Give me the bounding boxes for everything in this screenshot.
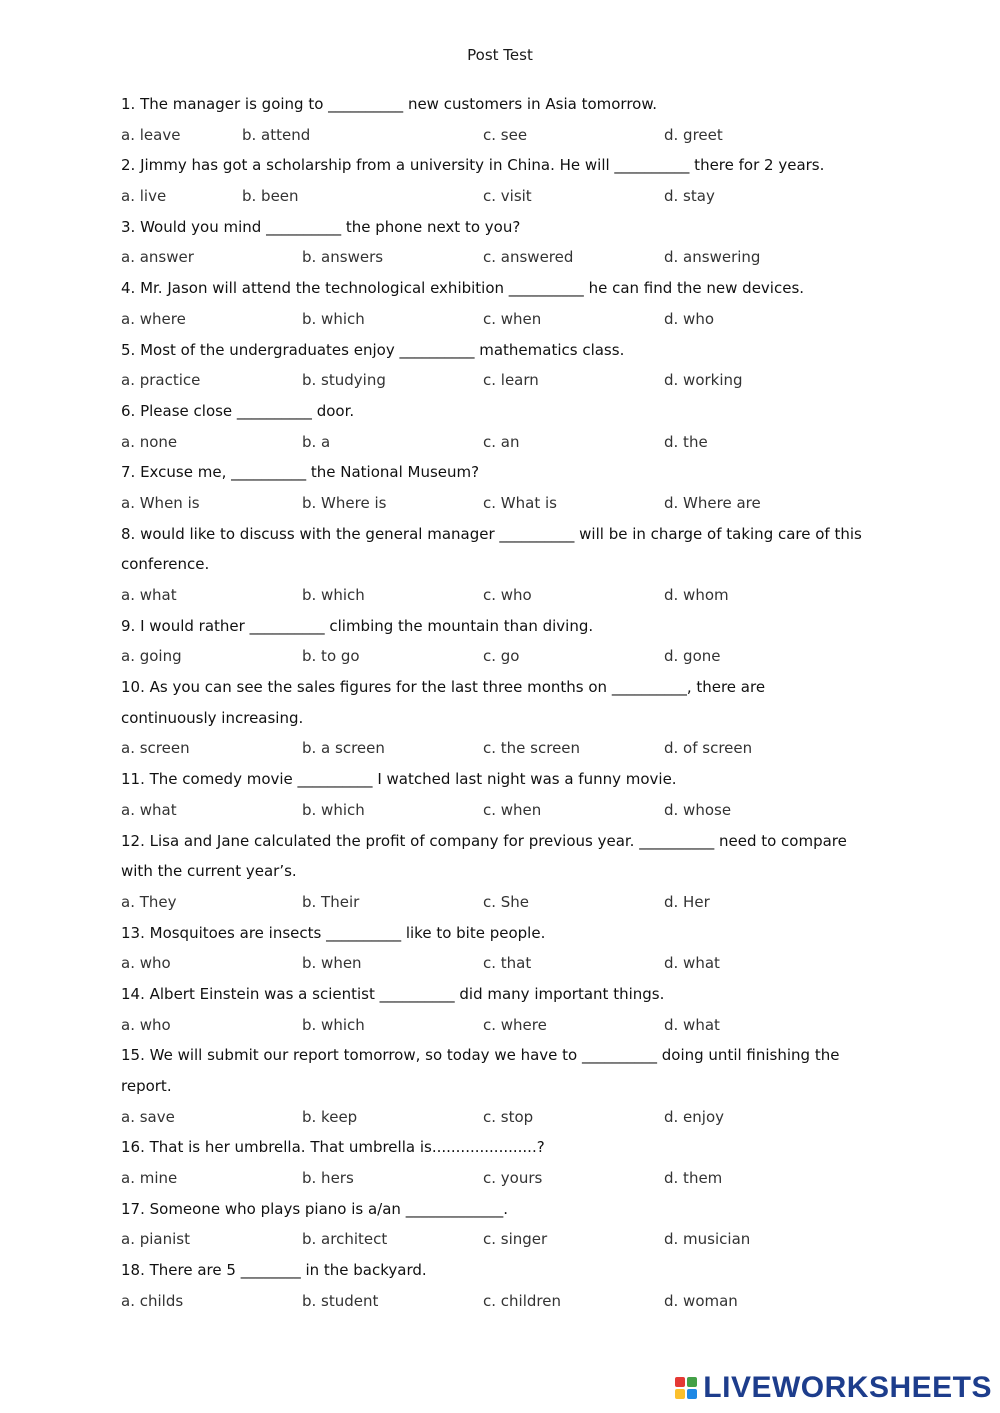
question-text: 1. The manager is going to __________ new customers in Asia tomorrow. [121,95,658,113]
question-14 [121,979,891,1040]
answer-option-b[interactable]: b. Where is [302,493,387,512]
answer-option-b[interactable]: b. a screen [302,739,385,758]
question-list [121,89,891,1317]
answer-option-b[interactable]: b. architect [302,1230,388,1249]
answer-option-b[interactable]: b. when [302,954,362,973]
answer-option-d[interactable]: d. of screen [664,739,753,758]
answer-option-b[interactable]: b. been [242,187,299,206]
question-11 [121,764,891,825]
answer-options [121,948,891,979]
question-text: 13. Mosquitoes are insects __________ like to bite people. [121,923,546,942]
answer-option-d[interactable]: d. stay [664,187,715,206]
answer-option-b[interactable]: b. which [302,800,365,819]
answer-option-d[interactable]: d. working [664,371,743,390]
answer-option-d[interactable]: d. enjoy [664,1107,725,1126]
question-text: 18. There are 5 ________ in the backyard. [121,1261,427,1280]
answer-option-b[interactable]: b. answers [302,248,384,267]
answer-option-a[interactable]: a. what [121,586,177,604]
answer-options [121,887,891,918]
answer-option-c[interactable]: c. who [483,586,532,604]
question-1 [121,89,891,150]
answer-option-b[interactable]: b. a [302,432,331,451]
answer-option-c[interactable]: c. What is [483,493,557,512]
question-text: 4. Mr. Jason will attend the technological exhibition __________ he can find the new devices. [121,279,805,298]
answer-option-a[interactable]: a. live [121,187,167,206]
answer-option-d[interactable]: d. the [664,432,708,451]
answer-option-b[interactable]: b. to go [302,647,360,666]
answer-option-a[interactable]: a. answer [121,248,194,267]
answer-option-b[interactable]: b. keep [302,1107,358,1126]
question-text: 14. Albert Einstein was a scientist __________ did many important things. [121,984,665,1003]
answer-option-d[interactable]: d. them [664,1169,723,1188]
question-10 [121,672,891,764]
question-text: 7. Excuse me, __________ the National Museum? [121,463,480,482]
answer-options [121,580,891,611]
question-text: report. [121,1077,172,1095]
question-2 [121,150,891,211]
answer-options [121,181,891,212]
answer-option-a[interactable]: a. screen [121,739,190,758]
question-text: 15. We will submit our report tomorrow, so today we have to __________ doing until finishing the [121,1046,840,1065]
answer-option-b[interactable]: b. attend [242,125,311,144]
answer-option-c[interactable]: c. children [483,1291,561,1310]
answer-options [121,1163,891,1194]
answer-option-c[interactable]: c. where [483,1015,547,1034]
answer-option-d[interactable]: d. whose [664,800,732,819]
answer-option-a[interactable]: a. what [121,800,177,819]
question-9 [121,611,891,672]
answer-option-a[interactable]: a. leave [121,125,181,144]
question-16 [121,1132,891,1193]
question-text: 17. Someone who plays piano is a/an _____________. [121,1199,508,1218]
question-17 [121,1194,891,1255]
answer-option-a[interactable]: a. going [121,647,182,666]
answer-options [121,120,891,151]
answer-option-d[interactable]: d. who [664,309,715,328]
answer-option-a[interactable]: a. pianist [121,1230,190,1249]
answer-options [121,488,891,519]
answer-options [121,795,891,826]
question-text: with the current year’s. [121,862,297,881]
question-text: 6. Please close __________ door. [121,401,355,420]
question-text: 10. As you can see the sales figures for the last three months on __________, there are [121,678,766,697]
answer-options [121,1010,891,1041]
answer-option-c[interactable]: c. learn [483,371,539,390]
answer-options [121,427,891,458]
answer-option-d[interactable]: d. Where are [664,493,761,512]
answer-option-d[interactable]: d. greet [664,125,723,144]
answer-option-a[interactable]: a. who [121,954,171,973]
answer-option-c[interactable]: c. visit [483,187,532,206]
answer-option-d[interactable]: d. musician [664,1230,751,1249]
answer-option-c[interactable]: c. when [483,800,542,819]
answer-option-d[interactable]: d. what [664,954,720,973]
answer-option-d[interactable]: d. gone [664,647,721,666]
answer-option-a[interactable]: a. where [121,309,186,328]
question-text: 16. That is her umbrella. That umbrella is......................? [121,1138,545,1157]
answer-option-d[interactable]: d. Her [664,892,710,911]
answer-option-b[interactable]: b. student [302,1291,379,1310]
answer-option-c[interactable]: c. see [483,125,528,144]
answer-option-c[interactable]: c. that [483,954,532,973]
answer-options [121,641,891,672]
answer-option-a[interactable]: a. none [121,432,178,451]
question-8 [121,519,891,611]
question-3 [121,212,891,273]
question-18 [121,1255,891,1316]
answer-options [121,1286,891,1317]
answer-option-b[interactable]: b. which [302,309,365,328]
answer-options [121,733,891,764]
question-4 [121,273,891,334]
answer-option-b[interactable]: b. hers [302,1169,354,1188]
question-text: 2. Jimmy has got a scholarship from a university in China. He will __________ there for 2 years. [121,156,825,175]
answer-option-c[interactable]: c. singer [483,1230,548,1249]
question-13 [121,918,891,979]
answer-option-a[interactable]: a. childs [121,1291,184,1310]
question-text: 8. would like to discuss with the general manager __________ will be in charge of taking care of this [121,524,862,543]
answer-option-a[interactable]: a. mine [121,1169,178,1188]
answer-option-c[interactable]: c. the screen [483,739,581,758]
answer-option-d[interactable]: d. what [664,1015,720,1034]
answer-option-d[interactable]: d. answering [664,248,761,267]
answer-options [121,365,891,396]
answer-option-d[interactable]: d. woman [664,1291,738,1310]
question-text: 9. I would rather __________ climbing the mountain than diving. [121,616,594,635]
page-title: Post Test [467,46,533,64]
answer-option-c[interactable]: c. yours [483,1169,543,1188]
question-text: conference. [121,555,210,574]
question-text: 11. The comedy movie __________ I watched last night was a funny movie. [121,770,677,789]
question-15 [121,1040,891,1132]
answer-options [121,1102,891,1133]
brand-name: LIVEWORKSHEETS [703,1371,992,1404]
answer-option-a[interactable]: a. who [121,1015,171,1034]
answer-option-a[interactable]: a. When is [121,493,200,512]
answer-options [121,304,891,335]
question-text: continuously increasing. [121,708,304,727]
answer-option-b[interactable]: b. studying [302,371,386,390]
answer-option-b[interactable]: b. which [302,1015,365,1034]
question-text: 5. Most of the undergraduates enjoy __________ mathematics class. [121,340,625,359]
answer-option-b[interactable]: b. Their [302,892,360,911]
question-6 [121,396,891,457]
answer-option-b[interactable]: b. which [302,586,365,604]
answer-option-c[interactable]: c. when [483,309,542,328]
answer-options [121,1224,891,1255]
answer-option-a[interactable]: a. save [121,1107,175,1126]
answer-options [121,242,891,273]
answer-option-c[interactable]: c. an [483,432,520,451]
question-text: 3. Would you mind __________ the phone next to you? [121,217,521,236]
question-12 [121,826,891,918]
answer-option-d[interactable]: d. whom [664,586,729,604]
question-7 [121,457,891,518]
answer-option-c[interactable]: c. answered [483,248,574,267]
question-text: 12. Lisa and Jane calculated the profit of company for previous year. __________ need to compare [121,831,847,850]
question-5 [121,335,891,396]
answer-option-a[interactable]: a. practice [121,371,201,390]
answer-option-c[interactable]: c. go [483,647,520,666]
answer-option-c[interactable]: c. stop [483,1107,534,1126]
brand-footer [675,1371,992,1405]
answer-option-c[interactable]: c. She [483,892,530,911]
liveworksheets-logo-icon [675,1377,697,1399]
answer-option-a[interactable]: a. They [121,892,177,911]
